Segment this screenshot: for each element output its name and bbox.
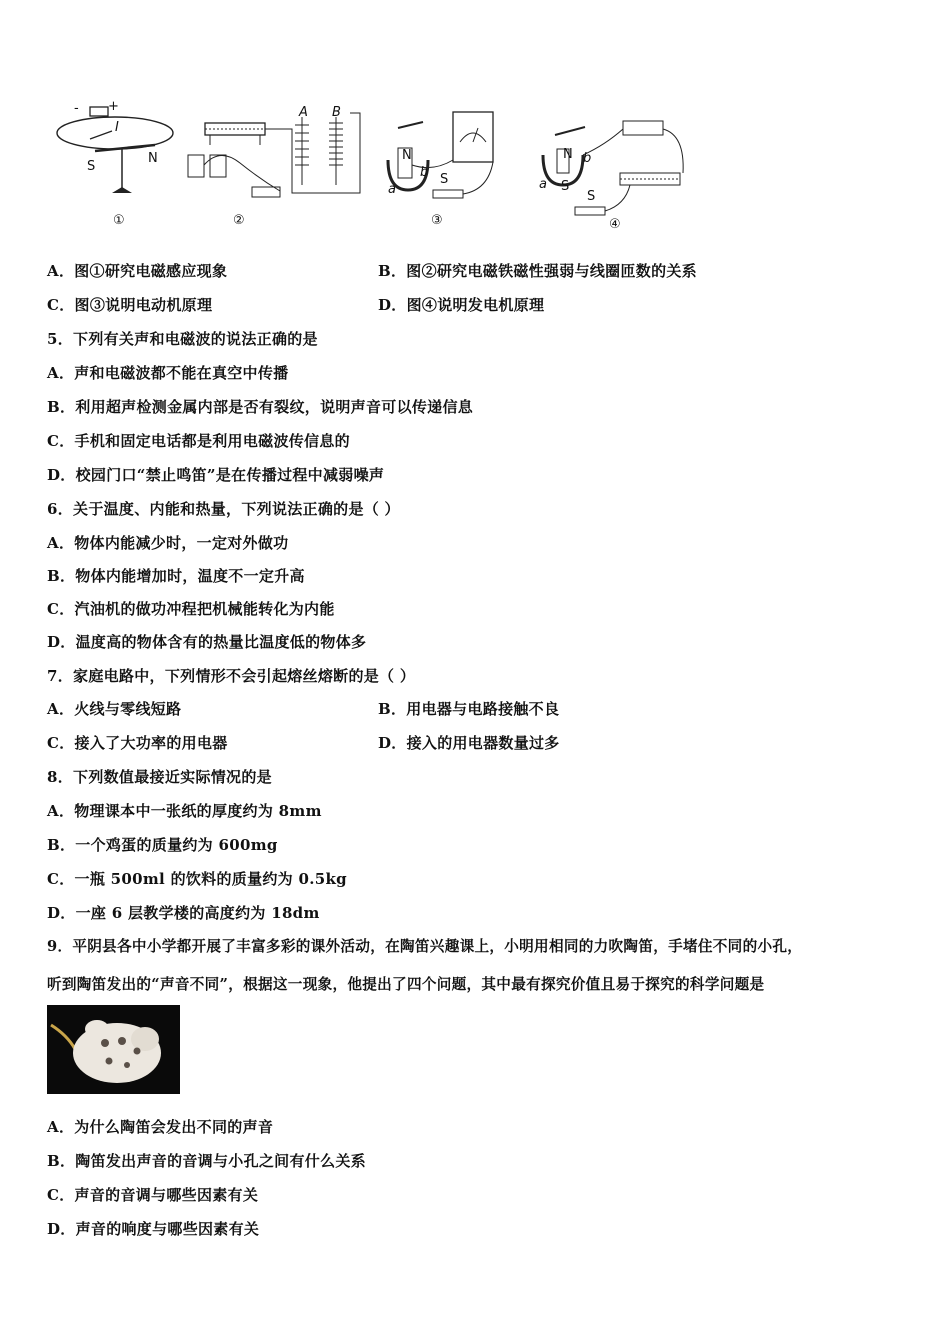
south-pole-label: S [87, 159, 96, 174]
q7-stem: 7．家庭电路中，下列情形不会引起熔丝熔断的是（ ） [47, 667, 416, 685]
q7-option-b: B．用电器与电路接触不良 [378, 700, 560, 718]
q5-option-d: D．校园门口“禁止鸣笛”是在传播过程中减弱噪声 [47, 466, 385, 484]
q6-option-c: C．汽油机的做功冲程把机械能转化为内能 [47, 600, 335, 618]
figure-1 [50, 95, 180, 210]
figure-2 [180, 105, 365, 210]
q8-stem: 8．下列数值最接近实际情况的是 [47, 768, 272, 786]
fig4-b-label: b [583, 151, 592, 166]
figure-4 [535, 115, 690, 220]
q5-option-a: A．声和电磁波都不能在真空中传播 [47, 364, 289, 382]
fig3-n-label: N [402, 148, 412, 163]
q8-option-a: A．物理课本中一张纸的厚度约为 8mm [47, 802, 322, 820]
figure-label-2: ② [233, 213, 245, 228]
coil-b-label: B [332, 105, 341, 120]
q9-option-b: B．陶笛发出声音的音调与小孔之间有什么关系 [47, 1152, 366, 1170]
q9-option-a: A．为什么陶笛会发出不同的声音 [47, 1118, 274, 1136]
q4-option-b: B．图②研究电磁铁磁性强弱与线圈匝数的关系 [378, 262, 697, 280]
q6-option-b: B．物体内能增加时，温度不一定升高 [47, 567, 305, 585]
fig3-a-label: a [388, 182, 396, 197]
figure-label-4: ④ [609, 217, 621, 232]
q4-option-c: C．图③说明电动机原理 [47, 296, 213, 314]
q8-option-b: B．一个鸡蛋的质量约为 600mg [47, 836, 278, 854]
fig4-s-label: S [561, 179, 570, 194]
q9-option-d: D．声音的响度与哪些因素有关 [47, 1220, 260, 1238]
q5-option-c: C．手机和固定电话都是利用电磁波传信息的 [47, 432, 350, 450]
coil-a-label: A [299, 105, 308, 120]
fig3-s-label: S [440, 172, 449, 187]
q6-option-a: A．物体内能减少时，一定对外做功 [47, 534, 289, 552]
north-pole-label: N [148, 151, 158, 166]
q4-option-d: D．图④说明发电机原理 [378, 296, 545, 314]
fig4-a-label: a [539, 177, 547, 192]
q8-option-c: C．一瓶 500ml 的饮料的质量约为 0.5kg [47, 870, 347, 888]
q9-option-c: C．声音的音调与哪些因素有关 [47, 1186, 259, 1204]
fig4-switch-label: S [587, 189, 596, 204]
figure-3 [378, 110, 508, 210]
q7-option-c: C．接入了大功率的用电器 [47, 734, 228, 752]
q9-stem-line1: 9．平阴县各中小学都开展了丰富多彩的课外活动，在陶笛兴趣课上，小明用相同的力吹陶笛，手堵住不同的小孔， [47, 938, 803, 955]
q6-stem: 6．关于温度、内能和热量，下列说法正确的是（ ） [47, 500, 400, 518]
battery-plus: + [108, 99, 119, 114]
q4-option-a: A．图①研究电磁感应现象 [47, 262, 228, 280]
figure-label-3: ③ [431, 213, 443, 228]
q6-option-d: D．温度高的物体含有的热量比温度低的物体多 [47, 633, 367, 651]
q9-stem-line2: 听到陶笛发出的“声音不同”，根据这一现象，他提出了四个问题，其中最有探究价值且易于探究的科学问题是 [47, 976, 765, 993]
fig4-n-label: N [563, 147, 573, 162]
figure-label-1: ① [113, 213, 125, 228]
current-label: I [115, 120, 119, 135]
battery-minus: - [74, 101, 79, 116]
ocarina-photo [47, 1005, 180, 1094]
fig3-b-label: b [420, 165, 429, 180]
q8-option-d: D．一座 6 层教学楼的高度约为 18dm [47, 904, 320, 922]
q5-stem: 5．下列有关声和电磁波的说法正确的是 [47, 330, 318, 348]
q7-option-d: D．接入的用电器数量过多 [378, 734, 560, 752]
q7-option-a: A．火线与零线短路 [47, 700, 182, 718]
q5-option-b: B．利用超声检测金属内部是否有裂纹，说明声音可以传递信息 [47, 398, 474, 416]
